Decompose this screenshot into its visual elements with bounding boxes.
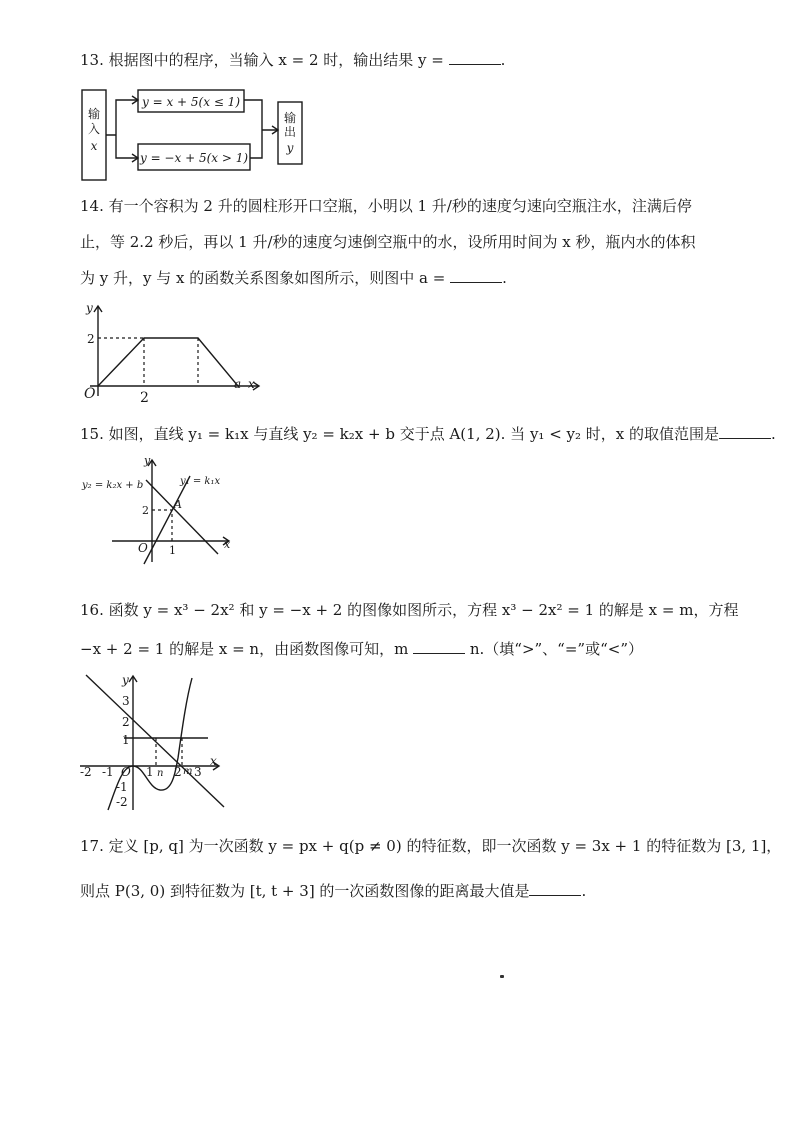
y-tick-3: 3 <box>122 694 130 708</box>
q14-graph <box>78 300 278 410</box>
output-box-char1: 输 <box>283 111 297 125</box>
origin-label: O <box>138 541 148 555</box>
input-box-char1: 输 <box>87 107 101 121</box>
input-box-char2: 入 <box>87 122 101 136</box>
x-tick-label: 2 <box>140 390 149 406</box>
x-axis-label: x <box>210 754 217 768</box>
scan-speck <box>500 975 504 978</box>
q13-flowchart <box>80 88 320 188</box>
q14-line1: 14. 有一个容积为 2 升的圆柱形开口空瓶，小明以 1 升/秒的速度匀速向空瓶注水，注满后停 <box>80 197 692 215</box>
y-axis-label: y <box>86 301 93 315</box>
x-tick-2: 2 <box>174 765 182 779</box>
q17-line1: 17. 定义 [p, q] 为一次函数 y = px + q(p ≠ 0) 的特征数，即一次函数 y = 3x + 1 的特征数为 [3, 1]， <box>80 837 782 855</box>
split-connector <box>106 100 138 158</box>
x-tick-label: 1 <box>169 544 176 557</box>
q13-tail: . <box>500 51 506 69</box>
x-tick-3: 3 <box>194 765 202 779</box>
a-label: a <box>234 377 242 391</box>
x-axis-label: x <box>248 377 255 391</box>
x-axis-label: x <box>224 538 231 551</box>
volume-curve <box>98 338 238 386</box>
output-box-char3: y <box>286 141 294 155</box>
q16-line2 <box>80 631 643 667</box>
q14-tail: . <box>502 269 507 287</box>
branch2-formula: y = −x + 5(x > 1) <box>139 151 249 165</box>
y-tick-1: 1 <box>122 733 130 747</box>
q15-tail: . <box>771 425 776 443</box>
q16-line2-text: −x + 2 = 1 的解是 x = n，由函数图像可知，m <box>80 640 414 658</box>
q16-line1: 16. 函数 y = x³ − 2x² 和 y = −x + 2 的图像如图所示，方程 x³ − 2x² = 1 的解是 x = m，方程 <box>80 601 739 619</box>
q14-line3-text: 为 y 升，y 与 x 的函数关系图象如图所示，则图中 a = <box>80 269 451 287</box>
m-label: m <box>183 766 193 777</box>
y-axis-label: y <box>122 673 129 687</box>
q17-line2-text: 则点 P(3, 0) 到特征数为 [t, t + 3] 的一次函数图像的距离最大值是 <box>80 882 530 900</box>
output-box-char2: 出 <box>283 125 297 139</box>
n-label: n <box>157 768 164 779</box>
q13-text <box>80 42 505 78</box>
q16-graph <box>78 670 238 820</box>
q16-line2-tail: n.（填“>”、“=”或“<”） <box>465 640 643 658</box>
guide-lines <box>98 338 198 386</box>
q13-stem: 13. 根据图中的程序，当输入 x = 2 时，输出结果 y = <box>80 51 449 69</box>
input-box-char3: x <box>90 139 98 153</box>
origin-label: O <box>84 386 96 402</box>
merge-connector <box>244 100 278 158</box>
y-axis-label: y <box>144 454 151 467</box>
point-a-guides <box>152 510 172 541</box>
q15-stem: 15. 如图，直线 y₁ = k₁x 与直线 y₂ = k₂x + b 交于点 A(1, 2). 当 y₁ < y₂ 时，x 的取值范围是 <box>80 425 720 443</box>
q17-answer-blank <box>529 894 581 896</box>
split-arrows <box>132 96 138 162</box>
q14-answer-blank <box>450 281 502 283</box>
q14-line3 <box>80 260 507 296</box>
q16-answer-blank <box>413 652 465 654</box>
x-tick-neg2: -2 <box>80 765 92 779</box>
q15-text <box>80 416 776 452</box>
q15-graph <box>80 452 240 572</box>
point-a-label: A <box>174 498 182 511</box>
line-y1 <box>144 476 190 564</box>
origin-label: O <box>121 765 131 779</box>
q17-tail: . <box>581 882 587 900</box>
branch1-formula: y = x + 5(x ≤ 1) <box>142 95 240 109</box>
y-tick-2: 2 <box>122 715 130 729</box>
y-tick-neg1: -1 <box>116 780 128 794</box>
line-y2-label: y₂ = k₂x + b <box>82 480 144 491</box>
x-tick-neg1: -1 <box>102 765 114 779</box>
q15-answer-blank <box>719 437 771 439</box>
y-tick-label: 2 <box>87 332 95 346</box>
line-y1-label: y₁ = k₁x <box>180 476 221 487</box>
q14-line2: 止，等 2.2 秒后，再以 1 升/秒的速度匀速倒空瓶中的水，设所用时间为 x 秒，瓶内水的体积 <box>80 233 696 251</box>
y-tick-neg2: -2 <box>116 795 128 809</box>
y-tick-label: 2 <box>142 504 149 517</box>
q13-answer-blank <box>449 63 501 65</box>
q17-line2 <box>80 873 586 909</box>
x-tick-1: 1 <box>146 765 154 779</box>
intersection-guides <box>156 738 182 766</box>
